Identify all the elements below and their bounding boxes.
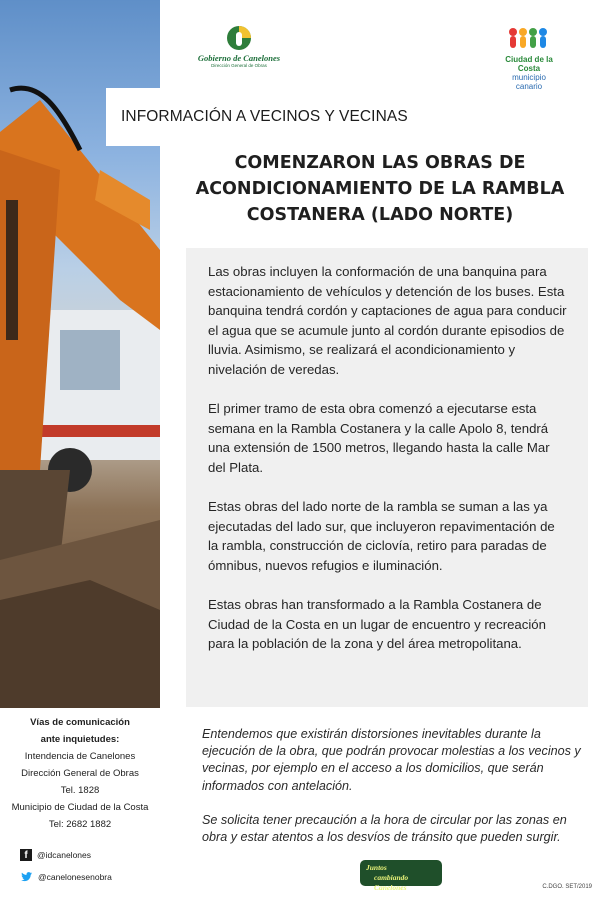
twitter-handle[interactable]	[20, 870, 112, 883]
body-paragraph-3: Estas obras del lado norte de la rambla se suman a las ya ejecutadas del lado sur, que incluyeron repavimentación de la rambla, construcción de ciclovía, retiro para paradas de ómnibus, nuevos refugios e iluminación.	[208, 499, 555, 573]
section-label-text: INFORMACIÓN A VECINOS Y VECINAS	[121, 108, 408, 125]
truck-window	[60, 330, 120, 390]
logo-left-name: Gobierno de Canelones	[197, 53, 281, 63]
facebook-handle[interactable]	[20, 849, 91, 861]
case-logo-band	[6, 200, 18, 340]
note-2: Se solicita tener precaución a la hora de circular por las zonas en obra y estar atentos a los desvíos de tránsito que pueden surgir.	[202, 812, 567, 845]
logo-right-line1: Ciudad de la Costa	[505, 55, 553, 73]
contact-heading-2: ante inquietudes:	[40, 734, 120, 745]
ciudad-costa-logo	[494, 24, 564, 91]
twitter-handle-text: @canelonesenobra	[38, 871, 112, 882]
facebook-handle-text: @idcanelones	[37, 850, 91, 860]
notes-section	[202, 726, 590, 863]
contact-tel-2: Tel: 2682 1882	[48, 819, 112, 830]
contact-org-3: Municipio de Ciudad de la Costa	[11, 802, 149, 813]
body-paragraph-4: Estas obras han transformado a la Rambla Costanera de Ciudad de la Costa en un lugar de encuentro y recreación para la población de la zona y del área metropolitana.	[208, 597, 546, 652]
twitter-icon	[20, 870, 33, 883]
contact-org-1: Intendencia de Canelones	[24, 751, 136, 762]
badge-line-1: Juntos	[366, 863, 387, 872]
facebook-icon: f	[20, 849, 32, 861]
logo-right-line2: municipio	[512, 73, 546, 82]
badge-line-2: cambiando Canelones	[374, 873, 409, 892]
contact-tel-1: Tel. 1828	[60, 785, 100, 796]
canelones-emblem-icon	[226, 24, 252, 52]
logo-left-sub: Dirección General de Obras	[211, 63, 267, 68]
footer-code: C.DGO. SET/2019	[542, 884, 592, 890]
section-label	[106, 88, 440, 146]
gobierno-canelones-logo	[196, 24, 282, 68]
logo-right-line3: canario	[515, 82, 543, 91]
document-title: COMENZARON LAS OBRAS DE ACONDICIONAMIENTO DE LA RAMBLA COSTANERA (LADO NORTE)	[195, 153, 565, 225]
content-box	[186, 248, 588, 707]
body-paragraph-1: Las obras incluyen la conformación de una banquina para estacionamiento de vehículos y detención de los buses. Esta banquina tendrá cordón y captaciones de agua para conducir el agua que se acumule junto al cordón durante episodios de lluvia. Asimismo, se realizará el acondicionamiento y nivelación de veredas.	[208, 264, 567, 377]
note-1: Entendemos que existirán distorsiones inevitables durante la ejecución de la obra, que podrán provocar molestias a los vecinos y vecinas, por ejemplo en el acceso a los domicilios, que serán informados con antelación.	[202, 727, 581, 793]
contact-org-2: Dirección General de Obras	[21, 768, 139, 779]
truck-stripe	[40, 425, 160, 437]
juntos-badge	[360, 860, 442, 892]
municipio-emblem-icon	[507, 24, 551, 50]
contact-heading-1: Vías de comunicación	[30, 717, 130, 728]
body-paragraph-2: El primer tramo de esta obra comenzó a ejecutarse esta semana en la Rambla Costanera y la calle Apolo 8, tendrá una extensión de 1500 metros, llegando hasta la calle Mar del Plata.	[208, 401, 550, 475]
